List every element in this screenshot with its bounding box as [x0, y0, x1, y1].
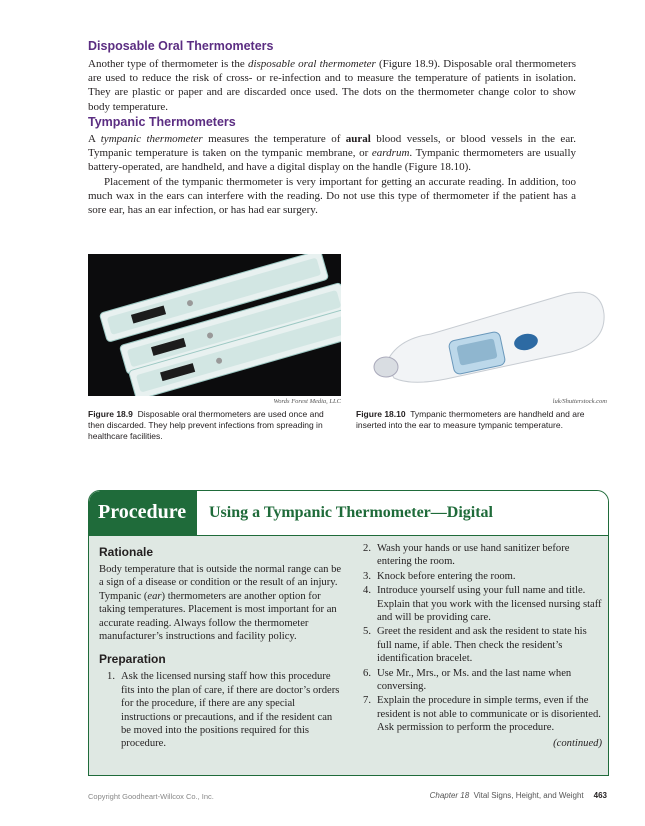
rationale-text: Body temperature that is outside the normal range can be a sign of a disease or condition or the result of an injury. Tympanic (ear) thermometers are another option for taking temperatures. Placement is most important for an accurate reading. Always follow the thermometer manufacturer’s instructions and facility policy.	[99, 564, 342, 643]
copyright-footer: Copyright Goodheart-Willcox Co., Inc.	[88, 792, 214, 801]
procedure-box	[88, 490, 609, 776]
figure-18-10-caption: Figure 18.10 Tympanic thermometers are handheld and are inserted into the ear to measure tympanic temperature.	[356, 409, 585, 430]
procedure-right-column	[355, 542, 602, 750]
tympanic-paragraph-1: A tympanic thermometer measures the temperature of aural blood vessels, or blood vessels in the ear. Tympanic temperature is taken on the tympanic membrane, or eardrum. Tympanic thermometers are usually battery-operated, are handheld, and have a digital display on the handle (Figure 18.10).	[88, 133, 577, 174]
tympanic-thermometer-photo	[356, 254, 607, 396]
tympanic-paragraph-2: Placement of the tympanic thermometer is very important for getting an accurate reading. In addition, too much wax in the ears can interfere with the reading. Do not use this type of thermometer if the patient has a sore ear, has an ear infection, or has had ear surgery.	[88, 175, 576, 217]
page-footer	[430, 791, 607, 800]
procedure-step-3: 3. Knock before entering the room.	[363, 570, 516, 582]
preparation-heading: Preparation	[99, 652, 166, 667]
procedure-header	[89, 491, 608, 536]
disposable-section	[88, 39, 576, 114]
chapter-label: Chapter 18	[429, 791, 470, 800]
figure-18-9-credit: Words Forest Media, LLC	[273, 398, 341, 405]
page-number: 463	[593, 791, 607, 800]
procedure-step-6: 6. Use Mr., Mrs., or Ms. and the last name when conversing.	[363, 667, 572, 693]
figure-18-10-credit: luk/Shutterstock.com	[552, 398, 607, 405]
rationale-heading: Rationale	[99, 545, 154, 559]
disposable-heading: Disposable Oral Thermometers	[88, 39, 274, 53]
procedure-step-4: 4. Introduce yourself using your full name and title. Explain that you work with the licensed nursing staff and will be providing care.	[363, 585, 602, 624]
tympanic-section	[88, 115, 576, 217]
chapter-title: Vital Signs, Height, and Weight	[473, 791, 584, 800]
disposable-thermometers-photo	[88, 254, 341, 396]
procedure-step-7: 7. Explain the procedure in simple terms, even if the resident is not able to communicate or is disoriented. Ask permission to perform the procedure.	[363, 695, 601, 734]
procedure-tab: Procedure	[89, 491, 197, 535]
procedure-step-2: 2. Wash your hands or use hand sanitizer before entering the room.	[363, 543, 570, 568]
procedure-left-column	[99, 545, 344, 751]
disposable-paragraph: Another type of thermometer is the disposable oral thermometer (Figure 18.9). Disposable oral thermometers are used to reduce the risk of cross- or re-infection and to measure the temperature of patients in isolation. They are plastic or paper and are discarded once used. The dots on the thermometer change color to show body temperature.	[88, 58, 576, 113]
figure-18-9-caption: Figure 18.9 Disposable oral thermometers are used once and then discarded. They help prevent infections from spreading in healthcare facilities.	[88, 409, 324, 441]
procedure-step-5: 5. Greet the resident and ask the resident to state his full name, if able. Then check the resident’s identification bracelet.	[363, 626, 587, 665]
procedure-step-1: 1. Ask the licensed nursing staff how this procedure fits into the plan of care, if there are doctor’s orders for the procedure, if there are any special instructions or precautions, and if the resident can be moved into the positions required for this procedure.	[107, 671, 340, 750]
tympanic-heading: Tympanic Thermometers	[88, 115, 236, 129]
procedure-title: Using a Tympanic Thermometer—Digital	[209, 504, 493, 521]
continued-note: (continued)	[553, 737, 602, 749]
